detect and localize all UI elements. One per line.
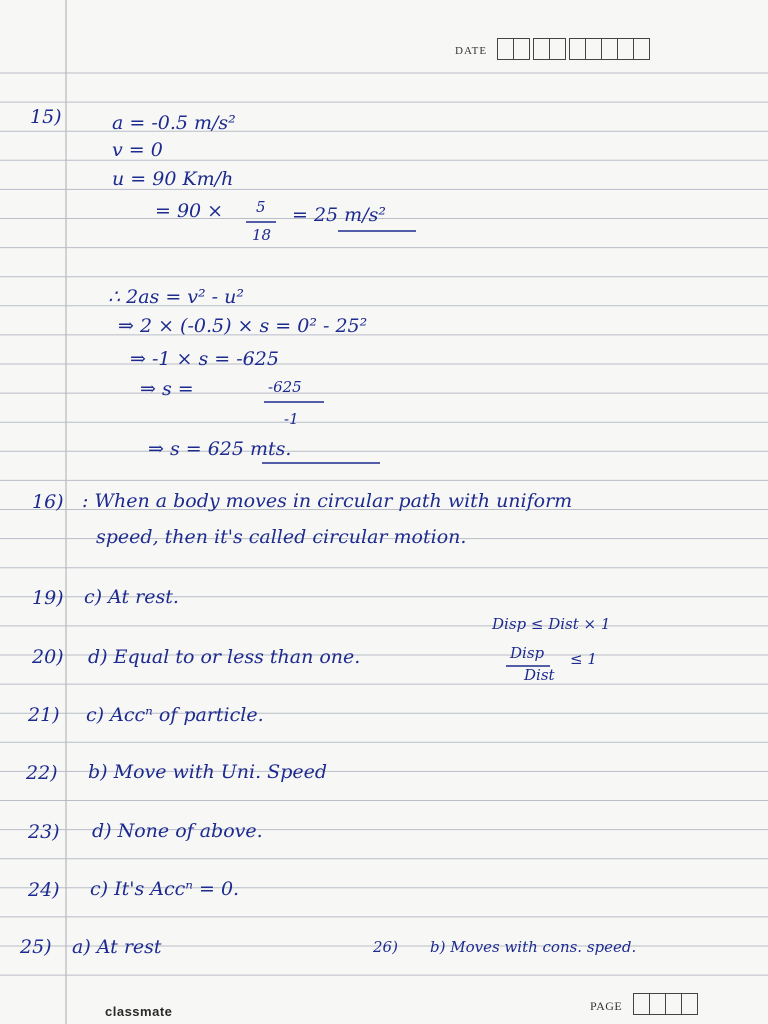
question-number: 16) [32,491,64,513]
page-number-boxes[interactable] [633,993,697,1015]
fraction-numerator: 5 [256,198,266,216]
result-underline [338,229,418,233]
question-number: 26) [373,938,398,956]
fraction-denominator: -1 [284,410,299,428]
answer-text: c) At rest. [84,586,179,608]
side-note: Disp ≤ Dist × 1 [492,615,611,633]
given-final-velocity: v = 0 [112,139,163,161]
answer-text: c) Accⁿ of particle. [86,704,264,726]
page-label: PAGE [590,999,623,1013]
fraction-denominator: 18 [252,226,272,244]
given-initial-velocity: u = 90 Km/h [112,168,234,190]
side-note-numerator: Disp [510,644,545,662]
date-boxes[interactable] [497,38,649,60]
question-number: 24) [28,879,60,901]
unit-conversion-left: = 90 × [155,200,224,222]
side-note-right: ≤ 1 [570,650,597,668]
answer-text: a) At rest [72,936,162,958]
answer-text: : When a body moves in circular path with uniform [82,490,573,512]
formula-step: ∴ 2as = v² - u² [108,286,244,308]
answer-underline [262,461,382,465]
fraction-numerator: -625 [268,378,302,396]
side-note-denominator: Dist [524,666,555,684]
answer-text: speed, then it's called circular motion. [96,526,467,548]
date-label: DATE [455,45,488,57]
formula-step: ⇒ -1 × s = -625 [130,348,279,370]
given-acceleration: a = -0.5 m/s² [112,112,236,134]
question-number: 19) [32,587,64,609]
unit-conversion-result: = 25 m/s² [292,204,386,226]
answer-text: c) It's Accⁿ = 0. [90,878,240,900]
formula-step: ⇒ 2 × (-0.5) × s = 0² - 25² [118,315,368,337]
question-number: 23) [28,821,60,843]
answer-text: d) None of above. [92,820,263,842]
final-answer: ⇒ s = 625 mts. [148,438,292,460]
question-number: 22) [26,762,58,784]
question-number: 20) [32,646,64,668]
answer-text: b) Move with Uni. Speed [88,761,328,783]
question-number: 21) [28,704,60,726]
answer-text: d) Equal to or less than one. [88,646,361,668]
fraction-bar [246,220,276,224]
question-number: 25) [20,936,52,958]
formula-step: ⇒ s = [140,378,194,400]
question-number: 15) [30,106,62,128]
brand-logo: classmate [105,1004,173,1019]
answer-text: b) Moves with cons. speed. [430,938,637,956]
fraction-bar [264,400,324,404]
